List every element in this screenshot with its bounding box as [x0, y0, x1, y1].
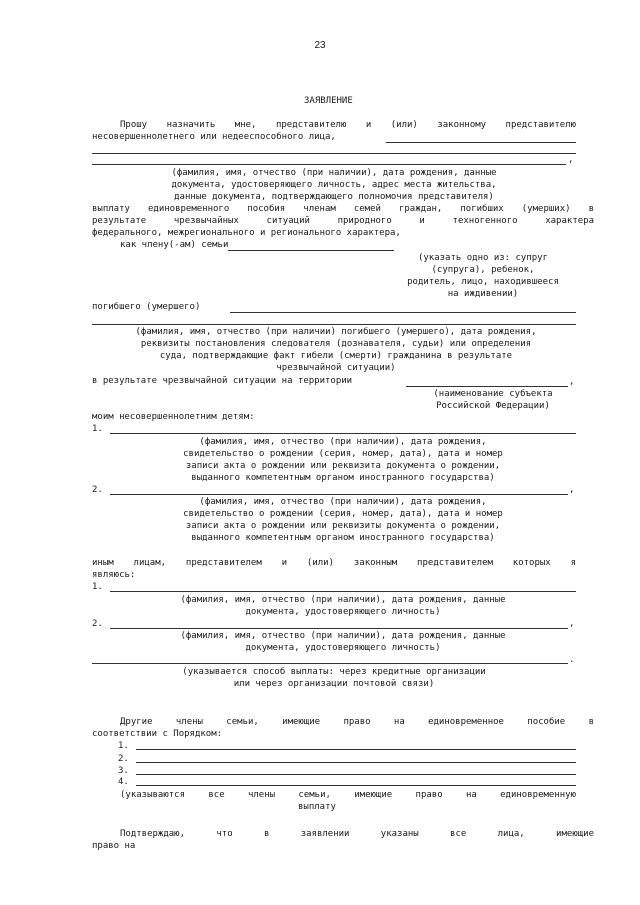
other-1-number: 1. [92, 582, 103, 592]
territory-comma: , [569, 377, 575, 387]
child-2-caption-line-2: свидетельство о рождении (серия, номер, дата), дата и номер [183, 509, 503, 519]
child-2-caption-line-4: выданного компетентным органом иностранного государства) [191, 533, 495, 543]
deceased-caption-line-2: реквизиты постановления следователя (дознавателя, судьи) или определения [140, 339, 532, 349]
member-3-field[interactable] [136, 774, 576, 775]
child-1-number: 1. [92, 424, 103, 434]
child-1-caption-line-1: (фамилия, имя, отчество (при наличии), дата рождения, [199, 437, 487, 447]
child-1-caption [110, 436, 576, 484]
applicant-caption-line-3: данные документа, подтверждающего полномочия представителя) [174, 192, 494, 202]
territory-caption-line-2: Российской Федерации) [436, 401, 550, 411]
family-member-caption-line-1: (указать одно из: супруг [417, 253, 549, 263]
family-member-caption-line-4: на иждивении) [447, 289, 519, 299]
payment-line-1: выплату единовременного пособия членам семей граждан, погибших (умерших) в [92, 204, 594, 214]
deceased-caption [88, 326, 584, 374]
intro-line-2: несовершеннолетнего или недееспособного лица, [92, 132, 336, 142]
member-4-field[interactable] [136, 785, 576, 786]
applicant-caption [92, 167, 576, 203]
other-2-caption [110, 630, 576, 654]
family-member-caption-line-3: родитель, лицо, находившееся [407, 277, 559, 287]
payment-method-caption-line-2: или через организации почтовой связи) [233, 679, 435, 689]
deceased-caption-line-1: (фамилия, имя, отчество (при наличии) погибшего (умершего), дата рождения, [135, 327, 537, 337]
territory-caption-line-1: (наименование субъекта [433, 389, 553, 399]
territory-field[interactable] [406, 386, 568, 387]
other-2-caption-line-1: (фамилия, имя, отчество (при наличии), дата рождения, данные [180, 631, 506, 641]
deceased-field-1[interactable] [230, 312, 576, 313]
intro-line-1: Прошу назначить мне, представителю и (или) законному представителю [120, 120, 576, 130]
family-member-caption-line-2: (супруга), ребенок, [431, 265, 535, 275]
other-1-caption [110, 594, 576, 618]
other-1-caption-line-1: (фамилия, имя, отчество (при наличии), дата рождения, данные [180, 595, 506, 605]
other-2-number: 2. [92, 619, 103, 629]
members-line-1: Другие члены семьи, имеющие право на единовременное пособие в [120, 717, 594, 727]
child-1-caption-line-4: выданного компетентным органом иностранного государства) [191, 473, 495, 483]
payment-method-period: . [569, 655, 575, 665]
payment-method-field[interactable] [92, 663, 568, 664]
children-label: моим несовершеннолетним детям: [92, 412, 255, 422]
child-2-caption-line-3: записи акта о рождении или реквизиты документа о рождении, [185, 521, 501, 531]
child-2-comma: , [569, 485, 575, 495]
applicant-caption-line-2: документа, удостоверяющего личность, адрес места жительства, [171, 180, 497, 190]
deceased-label: погибшего (умершего) [92, 302, 201, 312]
confirm-line-2: право на [92, 841, 136, 851]
member-1-field[interactable] [136, 749, 576, 750]
territory-caption [410, 388, 576, 412]
member-2-field[interactable] [136, 762, 576, 763]
other-2-comma: , [569, 619, 575, 629]
other-2-caption-line-2: документа, удостоверяющего личность) [245, 643, 441, 653]
child-2-caption [110, 496, 576, 544]
other-1-caption-line-2: документа, удостоверяющего личность) [245, 607, 441, 617]
deceased-field-2[interactable] [92, 324, 576, 325]
applicant-caption-line-1: (фамилия, имя, отчество (при наличии), дата рождения, данные [171, 168, 497, 178]
deceased-caption-line-3: суда, подтверждающие факт гибели (смерти) гражданина в результате [159, 351, 513, 361]
member-1-number: 1. [118, 741, 129, 751]
member-4-number: 4. [118, 777, 129, 787]
payment-method-caption [92, 666, 576, 690]
page-title: ЗАЯВЛЕНИЕ [304, 96, 353, 106]
applicant-field-3[interactable] [92, 164, 566, 165]
child-1-caption-line-3: записи акта о рождении или реквизита документа о рождении, [185, 461, 501, 471]
applicant-field-1[interactable] [386, 142, 576, 143]
child-2-number: 2. [92, 485, 103, 495]
applicant-field-2[interactable] [92, 153, 576, 154]
payment-line-3: федерального, межрегионального и регионального характера, [92, 228, 401, 238]
child-2-field[interactable] [110, 494, 568, 495]
members-caption-line-1: (указываются все члены семьи, имеющие право на единовременную [120, 790, 576, 800]
members-line-2: соответствии с Порядком: [92, 729, 223, 739]
others-line-1: иным лицам, представителем и (или) законным представителем которых я [92, 558, 576, 568]
others-line-2: являюсь: [92, 570, 136, 580]
confirm-line-1: Подтверждаю, что в заявлении указаны все лица, имеющие [120, 829, 594, 839]
page-number: 23 [314, 40, 326, 51]
payment-line-2: результате чрезвычайных ситуаций природного и техногенного характера [92, 216, 594, 226]
payment-method-caption-line-1: (указывается способ выплаты: через кредитные организации [182, 667, 486, 677]
family-member-field[interactable] [228, 250, 394, 251]
child-1-field[interactable] [110, 433, 576, 434]
child-2-caption-line-1: (фамилия, имя, отчество (при наличии), дата рождения, [199, 497, 487, 507]
family-member-label: как члену(-ам) семьи [120, 240, 229, 250]
member-3-number: 3. [118, 766, 129, 776]
child-1-caption-line-2: свидетельство о рождении (серия, номер, дата), дата и номер [183, 449, 503, 459]
deceased-caption-line-4: чрезвычайной ситуации) [276, 363, 396, 373]
territory-label: в результате чрезвычайной ситуации на территории [92, 376, 353, 386]
member-2-number: 2. [118, 754, 129, 764]
other-1-field[interactable] [110, 591, 576, 592]
family-member-caption [390, 252, 576, 300]
members-caption-line-2: выплату [298, 802, 336, 812]
other-2-field[interactable] [110, 628, 568, 629]
applicant-comma: , [568, 155, 574, 165]
